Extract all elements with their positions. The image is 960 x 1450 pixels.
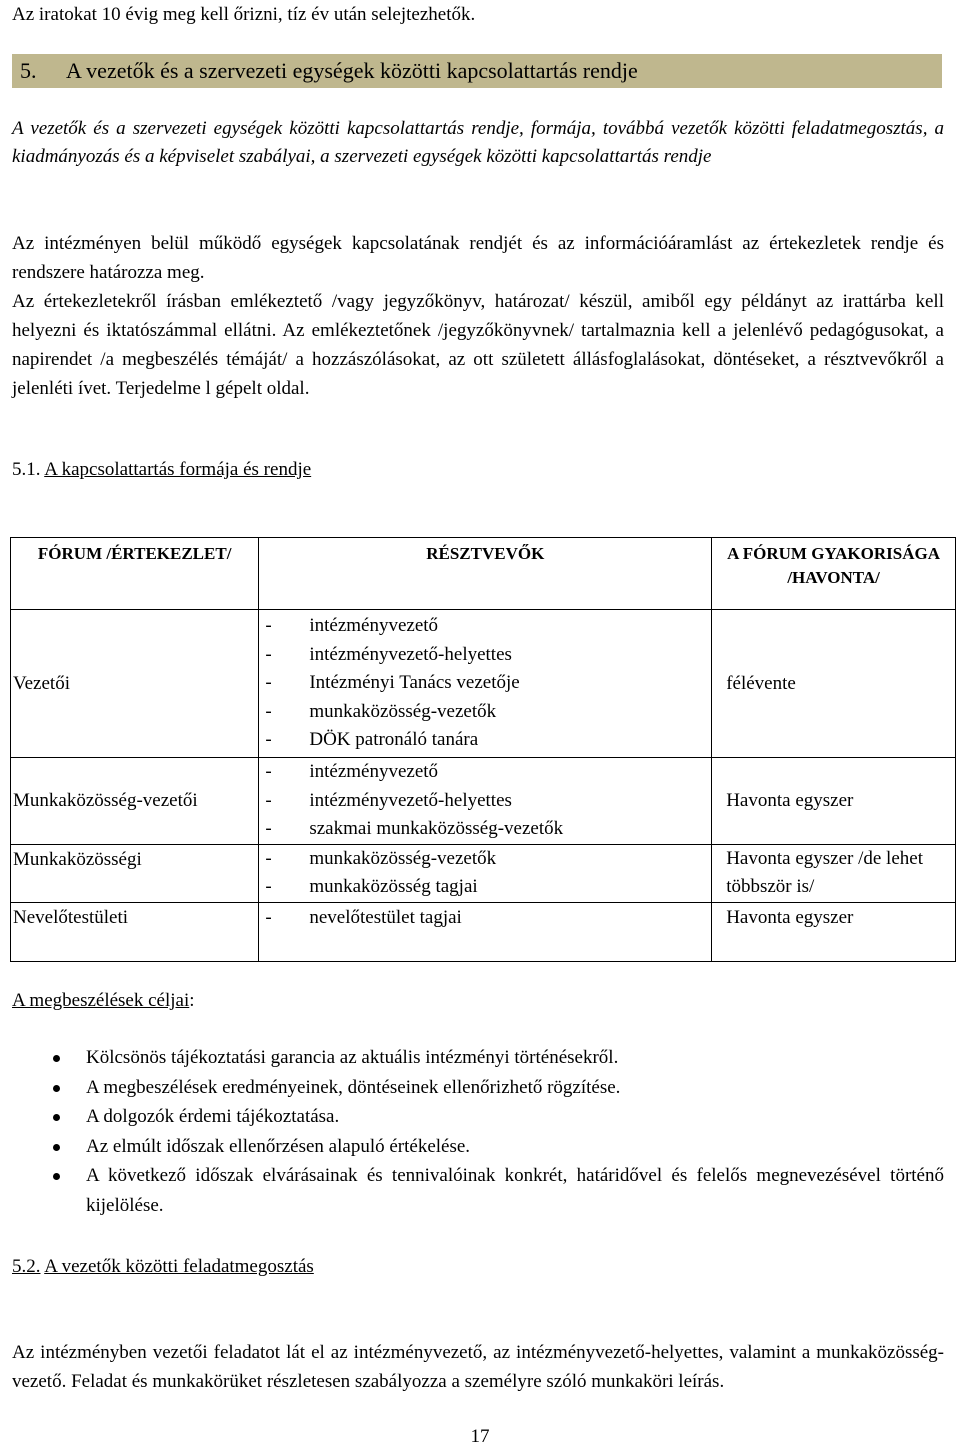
section-5-paragraph-1: Az intézményen belül működő egységek kapcsolatának rendjét és az információáramlást az értekezletek rendje és rendszere határozza meg. bbox=[12, 233, 944, 283]
section-5-paragraph-2: Az értekezletekről írásban emlékeztető /vagy jegyzőkönyv, határozat/ készül, amiből egy példányt az irattárba kell helyezni és iktatószámmal ellátni. Az emlékeztetőnek /jegyzőkönyvnek/ tartalmaznia kell a jelenlévő pedagógusokat, a napirendet /a megbeszélés témáját/ a hozzászólásokat, az ott született állásfoglalásokat, döntéseket, a résztvevőkről a jelenléti ívet. Terjedelme l gépelt oldal. bbox=[12, 291, 944, 399]
participant-item: - munkaközösség-vezetők bbox=[309, 698, 711, 727]
participants-cell bbox=[259, 844, 712, 902]
goal-item: Kölcsönös tájékoztatási garancia az aktuális intézményi történésekről. bbox=[86, 1043, 944, 1073]
section-5-heading bbox=[12, 54, 942, 88]
participants-cell bbox=[259, 758, 712, 845]
goals-list bbox=[86, 1043, 944, 1220]
participant-item: - intézményvezető bbox=[309, 758, 711, 787]
section-5-2-paragraph: Az intézményben vezetői feladatot lát el az intézményvezető, az intézményvezető-helyettes, valamint a munkaközösség-vezető. Feladat és munkakörüket részletesen szabályozza a személyre szóló munkaköri leírás. bbox=[12, 1342, 944, 1392]
goal-item: A dolgozók érdemi tájékoztatása. bbox=[86, 1102, 944, 1132]
header-forum: FÓRUM /ÉRTEKEZLET/ bbox=[11, 538, 259, 610]
header-participants: RÉSZTVEVŐK bbox=[259, 538, 712, 610]
forum-label: Munkaközösség-vezetői bbox=[13, 789, 198, 811]
participant-item: - szakmai munkaközösség-vezetők bbox=[309, 815, 711, 844]
frequency-cell bbox=[712, 844, 956, 902]
section-5-2-title: A vezetők közötti feladatmegosztás bbox=[44, 1256, 314, 1277]
forum-cell: Vezetői bbox=[11, 610, 259, 758]
participant-item: - nevelőtestület tagjai bbox=[309, 904, 711, 933]
table-header-row bbox=[11, 538, 956, 610]
section-5-italic-paragraph: A vezetők és a szervezeti egységek közötti kapcsolattartás rendje, formája, továbbá vezetők közötti feladatmegosztás, a kiadmányozás és a képviselet szabályai, a szervezeti egységek közötti kapcsolattartás rendje bbox=[12, 118, 944, 167]
goals-title-text: A megbeszélések céljai bbox=[12, 990, 190, 1011]
participant-item: - intézményvezető bbox=[309, 612, 711, 641]
section-5-1-heading bbox=[12, 456, 311, 484]
frequency-cell: félévente bbox=[712, 610, 956, 758]
forum-cell bbox=[11, 758, 259, 845]
participant-item: - Intézményi Tanács vezetője bbox=[309, 669, 711, 698]
section-5-1-number: 5.1. bbox=[12, 459, 41, 480]
page-number: 17 bbox=[470, 1426, 490, 1447]
goal-item: A következő időszak elvárásainak és tennivalóinak konkrét, határidővel és felelős megnevezésével történő kijelölése. bbox=[86, 1161, 944, 1220]
goal-item: Az elmúlt időszak ellenőrzésen alapuló értékelése. bbox=[86, 1132, 944, 1162]
participants-list bbox=[259, 904, 711, 933]
table-row bbox=[11, 902, 956, 961]
goals-title-colon: : bbox=[189, 990, 195, 1011]
participants-list bbox=[259, 612, 711, 755]
section-5-title: A vezetők és a szervezeti egységek közötti kapcsolattartás rendje bbox=[66, 58, 638, 83]
section-5-2-heading bbox=[12, 1253, 314, 1281]
goal-item: A megbeszélések eredményeinek, döntéseinek ellenőrizhető rögzítése. bbox=[86, 1073, 944, 1103]
participant-item: - munkaközösség-vezetők bbox=[309, 845, 711, 874]
table-row bbox=[11, 844, 956, 902]
participant-item: - DÖK patronáló tanára bbox=[309, 726, 711, 755]
header-frequency: A FÓRUM GYAKORISÁGA /HAVONTA/ bbox=[712, 538, 956, 610]
intro-text: Az iratokat 10 évig meg kell őrizni, tíz év után selejtezhetők. bbox=[12, 4, 476, 25]
frequency-cell: Havonta egyszer bbox=[712, 758, 956, 845]
forum-cell: Munkaközösségi bbox=[11, 844, 259, 902]
participant-item: - intézményvezető-helyettes bbox=[309, 787, 711, 816]
section-5-2-number: 5.2. bbox=[12, 1256, 41, 1277]
goals-title bbox=[12, 987, 195, 1015]
forum-table bbox=[10, 537, 956, 962]
table-row bbox=[11, 610, 956, 758]
frequency-label: Havonta egyszer /de lehet többször is/ bbox=[726, 848, 923, 897]
section-5-number: 5. bbox=[20, 58, 37, 83]
section-5-1-title: A kapcsolattartás formája és rendje bbox=[44, 459, 312, 480]
frequency-cell: Havonta egyszer bbox=[712, 902, 956, 961]
section-5-body bbox=[12, 229, 944, 403]
participants-list bbox=[259, 758, 711, 844]
forum-cell: Nevelőtestületi bbox=[11, 902, 259, 961]
participants-list bbox=[259, 845, 711, 902]
participant-item: - intézményvezető-helyettes bbox=[309, 641, 711, 670]
participant-item: - munkaközösség tagjai bbox=[309, 873, 711, 902]
table-row bbox=[11, 758, 956, 845]
participants-cell bbox=[259, 610, 712, 758]
participants-cell bbox=[259, 902, 712, 961]
